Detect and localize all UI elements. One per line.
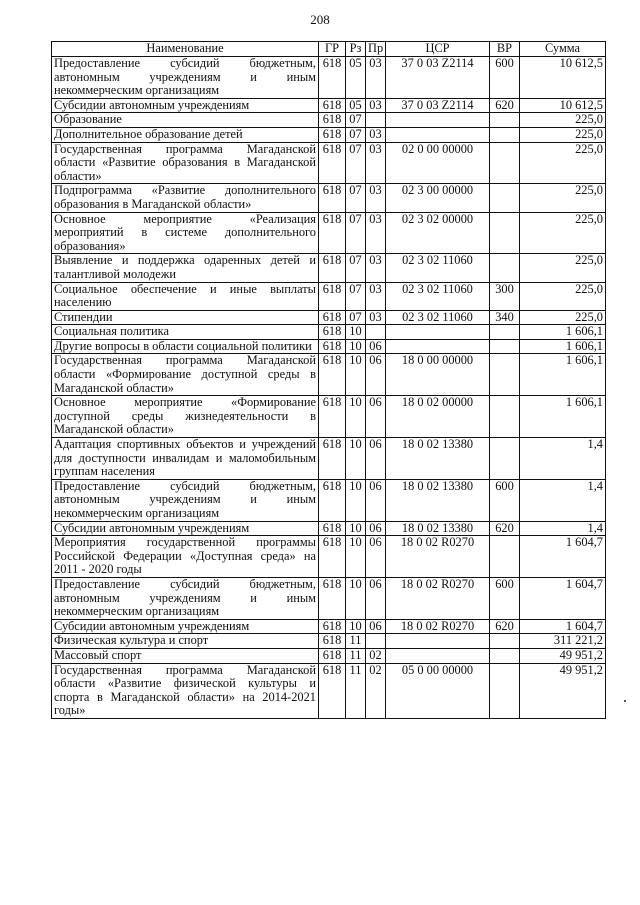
row-csr-cell: 18 0 02 13380 [386, 438, 490, 480]
table-row [52, 57, 606, 99]
row-name-cell: Основное мероприятие «Формирование доступной среды жизнедеятельности в Магаданской области» [52, 396, 319, 438]
row-sum-cell: 225,0 [520, 282, 606, 310]
row-vr-cell: 620 [490, 521, 520, 536]
table-row [52, 521, 606, 536]
row-pr-cell: 06 [366, 577, 386, 619]
row-rz-cell: 10 [346, 577, 366, 619]
row-rz-cell: 07 [346, 254, 366, 282]
row-rz-cell: 10 [346, 438, 366, 480]
row-pr-cell: 06 [366, 619, 386, 634]
row-pr-cell: 03 [366, 310, 386, 325]
row-sum-cell: 49 951,2 [520, 663, 606, 718]
row-sum-cell: 10 612,5 [520, 98, 606, 113]
row-pr-cell: 03 [366, 212, 386, 254]
row-name-cell: Выявление и поддержка одаренных детей и талантливой молодежи [52, 254, 319, 282]
row-vr-cell [490, 142, 520, 184]
row-csr-cell [386, 339, 490, 354]
row-rz-cell: 07 [346, 282, 366, 310]
row-gr-cell: 618 [319, 479, 346, 521]
row-name-cell: Государственная программа Магаданской области «Развитие физической культуры и спорта в Магаданской области» на 2014-2021 годы» [52, 663, 319, 718]
row-sum-cell: 1 604,7 [520, 619, 606, 634]
row-name-cell: Субсидии автономным учреждениям [52, 619, 319, 634]
row-gr-cell: 618 [319, 339, 346, 354]
page-number: 208 [310, 12, 330, 27]
header-csr: ЦСР [386, 42, 490, 57]
row-csr-cell: 02 3 02 11060 [386, 310, 490, 325]
row-csr-cell: 02 3 02 11060 [386, 282, 490, 310]
row-sum-cell: 1,4 [520, 521, 606, 536]
row-name-cell: Образование [52, 113, 319, 128]
table-row [52, 396, 606, 438]
header-gr: ГР [319, 42, 346, 57]
row-rz-cell: 11 [346, 648, 366, 663]
row-csr-cell: 02 3 02 00000 [386, 212, 490, 254]
table-row [52, 339, 606, 354]
row-sum-cell: 1 604,7 [520, 577, 606, 619]
row-sum-cell: 311 221,2 [520, 634, 606, 649]
row-name-cell: Предоставление субсидий бюджетным, автономным учреждениям и иным некоммерческим организациям [52, 57, 319, 99]
row-vr-cell [490, 212, 520, 254]
table-row [52, 648, 606, 663]
row-name-cell: Социальное обеспечение и иные выплаты населению [52, 282, 319, 310]
row-pr-cell [366, 634, 386, 649]
row-name-cell: Мероприятия государственной программы Российской Федерации «Доступная среда» на 2011 - 2020 годы [52, 536, 319, 578]
row-vr-cell [490, 184, 520, 212]
row-gr-cell: 618 [319, 98, 346, 113]
row-name-cell: Основное мероприятие «Реализация мероприятий в системе дополнительного образования» [52, 212, 319, 254]
row-csr-cell: 37 0 03 Z2114 [386, 98, 490, 113]
row-csr-cell: 02 0 00 00000 [386, 142, 490, 184]
row-rz-cell: 07 [346, 184, 366, 212]
row-name-cell: Адаптация спортивных объектов и учреждений для доступности инвалидам и маломобильным группам населения [52, 438, 319, 480]
row-gr-cell: 618 [319, 57, 346, 99]
row-rz-cell: 10 [346, 339, 366, 354]
row-name-cell: Предоставление субсидий бюджетным, автономным учреждениям и иным некоммерческим организациям [52, 577, 319, 619]
row-vr-cell [490, 396, 520, 438]
row-pr-cell: 06 [366, 339, 386, 354]
row-pr-cell: 03 [366, 98, 386, 113]
row-gr-cell: 618 [319, 648, 346, 663]
row-pr-cell: 06 [366, 479, 386, 521]
row-vr-cell [490, 127, 520, 142]
row-rz-cell: 10 [346, 619, 366, 634]
row-csr-cell [386, 325, 490, 340]
table-row [52, 254, 606, 282]
row-pr-cell [366, 113, 386, 128]
header-pr: Пр [366, 42, 386, 57]
row-pr-cell: 02 [366, 648, 386, 663]
table-row [52, 536, 606, 578]
row-rz-cell: 11 [346, 663, 366, 718]
table-row [52, 282, 606, 310]
row-vr-cell [490, 339, 520, 354]
row-vr-cell [490, 634, 520, 649]
row-sum-cell: 49 951,2 [520, 648, 606, 663]
row-gr-cell: 618 [319, 396, 346, 438]
row-csr-cell [386, 127, 490, 142]
row-gr-cell: 618 [319, 212, 346, 254]
table-row [52, 354, 606, 396]
row-sum-cell: 1,4 [520, 438, 606, 480]
row-pr-cell: 06 [366, 396, 386, 438]
table-body [52, 57, 606, 719]
row-gr-cell: 618 [319, 254, 346, 282]
row-csr-cell: 18 0 02 R0270 [386, 536, 490, 578]
row-rz-cell: 10 [346, 536, 366, 578]
row-pr-cell: 06 [366, 438, 386, 480]
table-row [52, 98, 606, 113]
row-sum-cell: 225,0 [520, 184, 606, 212]
row-rz-cell: 07 [346, 212, 366, 254]
table-row [52, 663, 606, 718]
row-rz-cell: 10 [346, 521, 366, 536]
row-vr-cell [490, 325, 520, 340]
header-rz: Рз [346, 42, 366, 57]
table-row [52, 184, 606, 212]
row-rz-cell: 10 [346, 396, 366, 438]
row-vr-cell [490, 663, 520, 718]
row-gr-cell: 618 [319, 663, 346, 718]
row-name-cell: Другие вопросы в области социальной политики [52, 339, 319, 354]
row-vr-cell [490, 354, 520, 396]
row-gr-cell: 618 [319, 536, 346, 578]
row-name-cell: Субсидии автономным учреждениям [52, 521, 319, 536]
row-name-cell: Массовый спорт [52, 648, 319, 663]
row-rz-cell: 07 [346, 310, 366, 325]
row-gr-cell: 618 [319, 325, 346, 340]
row-pr-cell: 03 [366, 282, 386, 310]
row-gr-cell: 618 [319, 184, 346, 212]
table-row [52, 310, 606, 325]
row-vr-cell: 600 [490, 57, 520, 99]
scan-dot [624, 700, 626, 702]
row-sum-cell: 1,4 [520, 479, 606, 521]
row-csr-cell: 18 0 00 00000 [386, 354, 490, 396]
row-name-cell: Дополнительное образование детей [52, 127, 319, 142]
row-gr-cell: 618 [319, 282, 346, 310]
row-name-cell: Государственная программа Магаданской области «Формирование доступной среды в Магаданской области» [52, 354, 319, 396]
row-gr-cell: 618 [319, 310, 346, 325]
row-gr-cell: 618 [319, 438, 346, 480]
row-gr-cell: 618 [319, 142, 346, 184]
row-rz-cell: 07 [346, 113, 366, 128]
row-pr-cell: 03 [366, 142, 386, 184]
row-rz-cell: 10 [346, 325, 366, 340]
row-sum-cell: 225,0 [520, 254, 606, 282]
row-gr-cell: 618 [319, 127, 346, 142]
row-name-cell: Стипендии [52, 310, 319, 325]
row-vr-cell: 620 [490, 619, 520, 634]
row-gr-cell: 618 [319, 619, 346, 634]
row-rz-cell: 05 [346, 98, 366, 113]
row-vr-cell: 600 [490, 577, 520, 619]
row-name-cell: Субсидии автономным учреждениям [52, 98, 319, 113]
row-csr-cell: 18 0 02 R0270 [386, 619, 490, 634]
row-vr-cell: 620 [490, 98, 520, 113]
row-vr-cell: 300 [490, 282, 520, 310]
row-sum-cell: 1 606,1 [520, 354, 606, 396]
row-gr-cell: 618 [319, 521, 346, 536]
header-sum: Сумма [520, 42, 606, 57]
row-vr-cell: 340 [490, 310, 520, 325]
row-sum-cell: 10 612,5 [520, 57, 606, 99]
row-csr-cell: 02 3 02 11060 [386, 254, 490, 282]
row-rz-cell: 05 [346, 57, 366, 99]
row-csr-cell: 18 0 02 R0270 [386, 577, 490, 619]
header-vr: ВР [490, 42, 520, 57]
row-pr-cell: 03 [366, 127, 386, 142]
row-sum-cell: 225,0 [520, 310, 606, 325]
row-name-cell: Предоставление субсидий бюджетным, автономным учреждениям и иным некоммерческим организациям [52, 479, 319, 521]
row-pr-cell: 03 [366, 57, 386, 99]
row-sum-cell: 225,0 [520, 142, 606, 184]
row-name-cell: Физическая культура и спорт [52, 634, 319, 649]
row-gr-cell: 618 [319, 577, 346, 619]
row-pr-cell: 06 [366, 521, 386, 536]
row-csr-cell [386, 113, 490, 128]
row-csr-cell [386, 634, 490, 649]
table-row [52, 577, 606, 619]
row-name-cell: Государственная программа Магаданской области «Развитие образования в Магаданской области» [52, 142, 319, 184]
table-row [52, 113, 606, 128]
row-csr-cell: 18 0 02 13380 [386, 479, 490, 521]
row-vr-cell [490, 536, 520, 578]
row-vr-cell [490, 254, 520, 282]
row-sum-cell: 225,0 [520, 113, 606, 128]
row-name-cell: Социальная политика [52, 325, 319, 340]
row-gr-cell: 618 [319, 354, 346, 396]
table-row [52, 438, 606, 480]
row-pr-cell: 06 [366, 536, 386, 578]
row-sum-cell: 1 604,7 [520, 536, 606, 578]
table-row [52, 142, 606, 184]
row-sum-cell: 225,0 [520, 212, 606, 254]
row-sum-cell: 1 606,1 [520, 396, 606, 438]
row-csr-cell: 18 0 02 13380 [386, 521, 490, 536]
row-csr-cell [386, 648, 490, 663]
table-row [52, 212, 606, 254]
row-csr-cell: 05 0 00 00000 [386, 663, 490, 718]
row-rz-cell: 10 [346, 354, 366, 396]
row-rz-cell: 07 [346, 142, 366, 184]
header-name: Наименование [52, 42, 319, 57]
row-pr-cell [366, 325, 386, 340]
row-csr-cell: 02 3 00 00000 [386, 184, 490, 212]
table-row [52, 634, 606, 649]
table-row [52, 479, 606, 521]
row-rz-cell: 11 [346, 634, 366, 649]
table-row [52, 127, 606, 142]
row-rz-cell: 07 [346, 127, 366, 142]
table-row [52, 619, 606, 634]
table-row [52, 325, 606, 340]
row-sum-cell: 1 606,1 [520, 325, 606, 340]
row-name-cell: Подпрограмма «Развитие дополнительного образования в Магаданской области» [52, 184, 319, 212]
row-vr-cell [490, 113, 520, 128]
row-vr-cell [490, 648, 520, 663]
row-pr-cell: 02 [366, 663, 386, 718]
row-pr-cell: 06 [366, 354, 386, 396]
row-pr-cell: 03 [366, 184, 386, 212]
row-vr-cell [490, 438, 520, 480]
row-rz-cell: 10 [346, 479, 366, 521]
row-gr-cell: 618 [319, 634, 346, 649]
row-csr-cell: 18 0 02 00000 [386, 396, 490, 438]
row-csr-cell: 37 0 03 Z2114 [386, 57, 490, 99]
table-header-row [52, 42, 606, 57]
row-pr-cell: 03 [366, 254, 386, 282]
budget-table [51, 41, 606, 719]
row-vr-cell: 600 [490, 479, 520, 521]
row-sum-cell: 225,0 [520, 127, 606, 142]
row-sum-cell: 1 606,1 [520, 339, 606, 354]
row-gr-cell: 618 [319, 113, 346, 128]
